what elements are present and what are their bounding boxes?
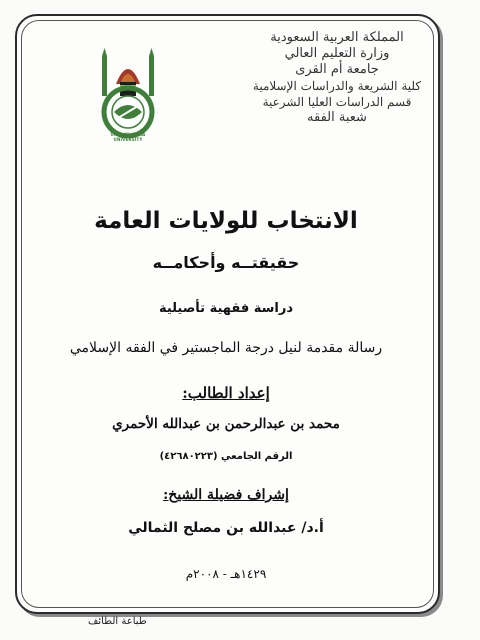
header-university: جامعة أم القرى [295, 62, 379, 77]
header-ministry: وزارة التعليم العالي [284, 46, 390, 61]
prepared-by-label: إعداد الطالب: [182, 384, 270, 402]
header-department: قسم الدراسات العليا الشرعية [262, 95, 412, 109]
printer-footer: طباعة الطائف [88, 616, 147, 627]
thesis-title: الانتخاب للولايات العامة [94, 208, 358, 234]
header-country: المملكة العربية السعودية [270, 30, 404, 45]
student-name: محمد بن عبدالرحمن بن عبدالله الأحمري [112, 416, 340, 432]
header-college: كلية الشريعة والدراسات الإسلامية [252, 79, 422, 93]
thesis-date: ١٤٢٩هـ - ٢٠٠٨م [185, 567, 267, 581]
thesis-subtitle: حقيقتــه وأحكامــه [152, 253, 300, 272]
institution-header [252, 30, 422, 126]
supervisor-name: أ.د/ عبدالله بن مصلح الثمالي [128, 520, 324, 536]
thesis-statement: رسالة مقدمة لنيل درجة الماجستير في الفقه الإسلامي [69, 340, 383, 356]
logo-caption: UMM AL-QURA UNIVERSITY [110, 132, 146, 142]
university-number: الرقم الجامعي (٤٢٦٨٠٢٢٣) [159, 451, 293, 462]
emblem-icon [98, 46, 158, 142]
university-logo [98, 46, 158, 142]
supervisor-label: إشراف فضيلة الشيخ: [163, 487, 289, 503]
header-division: شعبة الفقه [307, 110, 367, 125]
study-type: دراسة فقهية تأصيلية [158, 301, 294, 316]
